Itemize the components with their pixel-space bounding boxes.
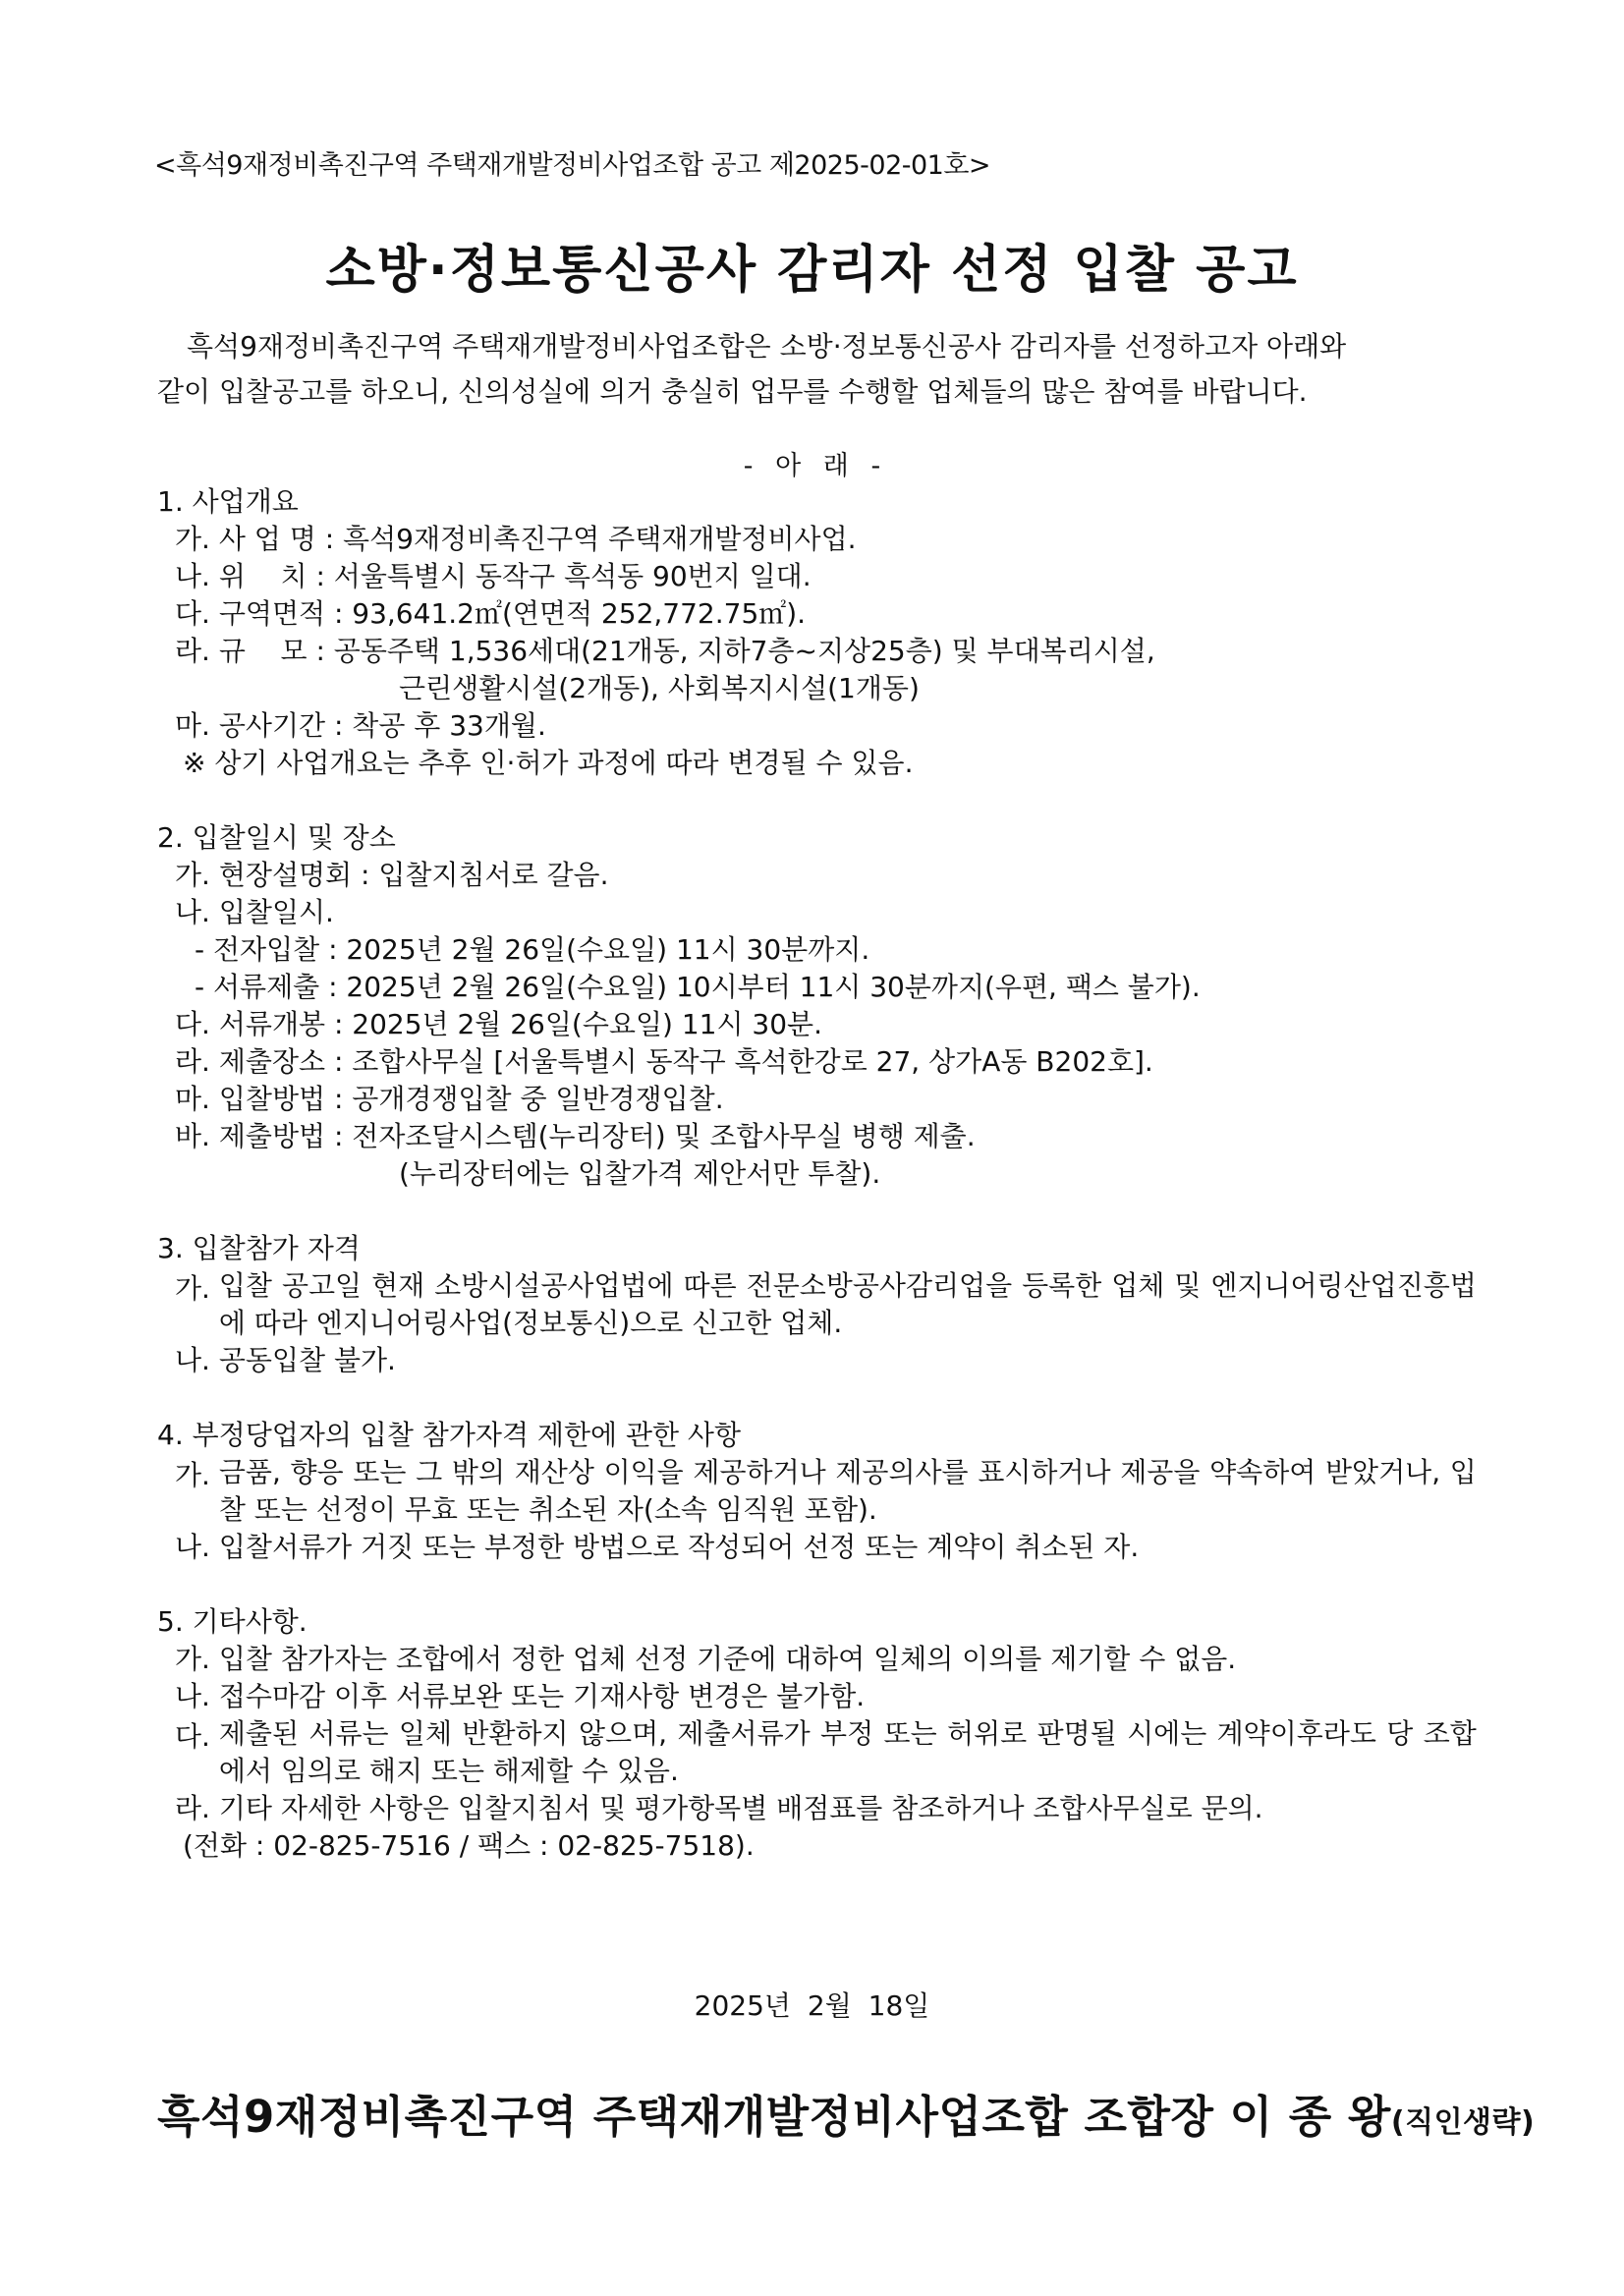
scale-item (157, 633, 1484, 670)
location-item (157, 558, 1484, 595)
item-text: 입찰 공고일 현재 소방시설공사업법에 따른 전문소방공사감리업을 등록한 업체 및 엔지니어링산업진흥법에 따라 엔지니어링사업(정보통신)으로 신고한 업체. (218, 1269, 1477, 1339)
item-label: 가. 사 업 명 : (175, 523, 344, 555)
contact-info: (전화 : 02-825-7516 / 팩스 : 02-825-7518). (183, 1829, 755, 1862)
section-heading: 3. 입찰참가 자격 (157, 1232, 361, 1264)
other-item: 나. 접수마감 이후 서류보완 또는 기재사항 변경은 불가함. (175, 1680, 866, 1712)
item-label: 나. 위 치 : (175, 560, 334, 592)
project-name-item (157, 521, 1484, 558)
section-project-overview (157, 483, 1484, 782)
item-marker: 가. (175, 1459, 219, 1491)
item-label: 다. 구역면적 : (175, 597, 353, 630)
item-marker: 다. (175, 1720, 219, 1753)
area-item (157, 595, 1484, 633)
other-item (157, 1715, 1484, 1790)
joint-bid-item: 나. 공동입찰 불가. (175, 1344, 396, 1376)
scale-item-continued: 근린생활시설(2개동), 사회복지시설(1개동) (399, 672, 920, 704)
other-item: 라. 기타 자세한 사항은 입찰지침서 및 평가항목별 배점표를 참조하거나 조합사무실로 문의. (175, 1792, 1263, 1824)
overview-note: ※ 상기 사업개요는 추후 인·허가 과정에 따라 변경될 수 있음. (183, 747, 914, 779)
other-item: 가. 입찰 참가자는 조합에서 정한 업체 선정 기준에 대하여 일체의 이의를 제기할 수 없음. (175, 1643, 1237, 1675)
construction-period-item (157, 707, 1484, 745)
section-bid-schedule (157, 819, 1484, 1193)
signature-line (157, 2081, 1535, 2145)
document-submission-item: - 서류제출 : 2025년 2월 26일(수요일) 10시부터 11시 30분까지(우편, 팩스 불가). (195, 971, 1201, 1003)
signature-text: 흑석9재정비촉진구역 주택재개발정비사업조합 조합장 이 종 왕 (157, 2091, 1391, 2143)
notice-reference: <흑석9재정비촉진구역 주택재개발정비사업조합 공고 제2025-02-01호> (154, 150, 991, 181)
intro-line-2: 같이 입찰공고를 하오니, 신의성실에 의거 충실히 업무를 수행할 업체들의 많은 참여를 바랍니다. (157, 375, 1308, 408)
item-text: 제출된 서류는 일체 반환하지 않으며, 제출서류가 부정 또는 허위로 판명될 시에는 계약이후라도 당 조합에서 임의로 해지 또는 해제할 수 있음. (218, 1717, 1477, 1787)
item-value: 착공 후 33개월. (352, 709, 546, 742)
item-value: 공동주택 1,536세대(21개동, 지하7층~지상25층) 및 부대복리시설, (333, 635, 1155, 667)
item-label: 라. 규 모 : (175, 635, 334, 667)
section-divider-label: - 아 래 - (743, 451, 881, 481)
site-briefing-item: 가. 현장설명회 : 입찰지침서로 갈음. (175, 859, 609, 891)
section-heading: 1. 사업개요 (157, 485, 299, 518)
item-value: 서울특별시 동작구 흑석동 90번지 일대. (333, 560, 812, 592)
intro-line-1: 흑석9재정비촉진구역 주택재개발정비사업조합은 소방·정보통신공사 감리자를 선정하고자 아래와 (187, 330, 1347, 363)
item-value: 흑석9재정비촉진구역 주택재개발정비사업. (343, 523, 857, 555)
notice-body (157, 483, 1484, 1902)
restriction-item: 나. 입찰서류가 거짓 또는 부정한 방법으로 작성되어 선정 또는 계약이 취소된 자. (175, 1531, 1140, 1563)
intro-paragraph (157, 324, 1484, 415)
electronic-bid-item: - 전자입찰 : 2025년 2월 26일(수요일) 11시 30분까지. (195, 933, 870, 966)
seal-note: (직인생략) (1390, 2105, 1536, 2140)
item-value: 93,641.2㎡(연면적 252,772.75㎡). (352, 597, 807, 630)
item-marker: 가. (175, 1272, 219, 1305)
section-heading: 5. 기타사항. (157, 1605, 308, 1638)
page-title: 소방·정보통신공사 감리자 선정 입찰 공고 (325, 241, 1299, 300)
section-heading: 2. 입찰일시 및 장소 (157, 821, 396, 854)
restriction-item (157, 1454, 1484, 1529)
section-eligibility (157, 1230, 1484, 1379)
section-heading: 4. 부정당업자의 입찰 참가자격 제한에 관한 사항 (157, 1419, 742, 1451)
section-restrictions (157, 1417, 1484, 1566)
eligibility-item (157, 1267, 1484, 1342)
section-other (157, 1603, 1484, 1865)
bid-date-item: 나. 입찰일시. (175, 896, 334, 928)
submission-place-item: 라. 제출장소 : 조합사무실 [서울특별시 동작구 흑석한강로 27, 상가A동 B202호]. (175, 1045, 1153, 1078)
item-label: 마. 공사기간 : (175, 709, 353, 742)
submission-method-item: 바. 제출방법 : 전자조달시스템(누리장터) 및 조합사무실 병행 제출. (175, 1120, 976, 1152)
document-opening-item: 다. 서류개봉 : 2025년 2월 26일(수요일) 11시 30분. (175, 1008, 822, 1040)
notice-date: 2025년 2월 18일 (694, 1989, 930, 2022)
item-text: 금품, 향응 또는 그 밖의 재산상 이익을 제공하거나 제공의사를 표시하거나 제공을 약속하여 받았거나, 입찰 또는 선정이 무효 또는 취소된 자(소속 임직원 포함). (218, 1456, 1477, 1526)
submission-method-continued: (누리장터에는 입찰가격 제안서만 투찰). (399, 1157, 881, 1190)
bid-method-item: 마. 입찰방법 : 공개경쟁입찰 중 일반경쟁입찰. (175, 1083, 724, 1115)
